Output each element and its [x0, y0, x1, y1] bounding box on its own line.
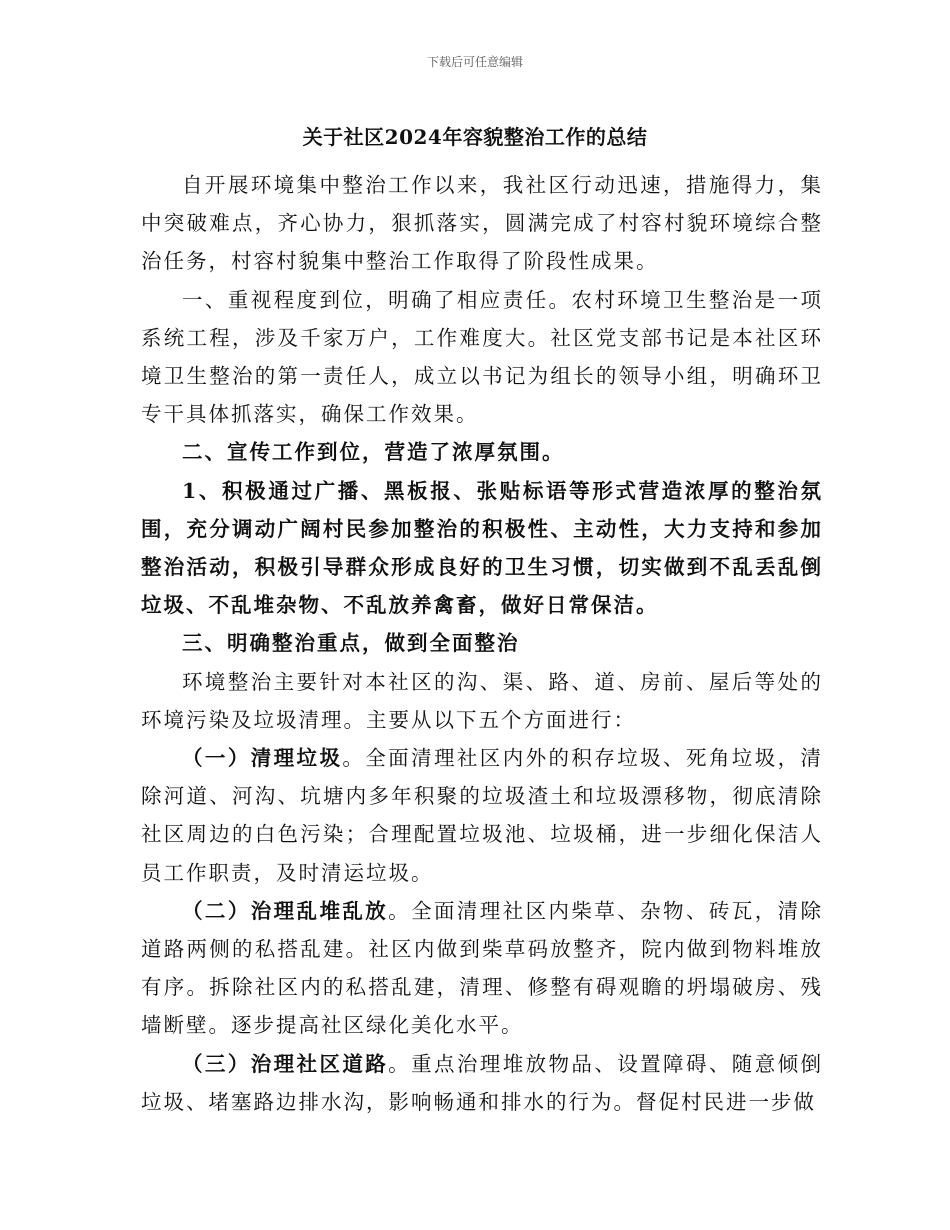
- page-header-note: 下载后可任意编辑: [426, 55, 523, 69]
- paragraph-text: 环境整治主要针对本社区的沟、渠、路、道、房前、屋后等处的环境污染及垃圾清理。主要从以下五个方面进行：: [141, 669, 823, 732]
- paragraph-text: 。全面清理社区内柴草、杂物、砖瓦，清除道路两侧的私搭乱建。社区内做到柴草码放整齐，院内做到物料堆放有序。拆除社区内的私搭乱建，清理、修整有碍观瞻的坍塌破房、残墙断壁。逐步提高社区绿化美化水平。: [141, 898, 824, 1038]
- paragraph-text: 。重点治理堆放物品、设置障碍、随意倾倒垃圾、堵塞路边排水沟，影响畅通和排水的行为。督促村民进一步做: [141, 1051, 824, 1114]
- section-heading-2: [141, 433, 823, 471]
- item-lead: （三）治理社区道路: [182, 1051, 389, 1076]
- paragraph-item-3: [141, 1045, 823, 1121]
- section-heading-3: [141, 624, 823, 662]
- heading-text: 二、宣传工作到位，营造了浓厚氛围。: [182, 440, 565, 465]
- paragraph-publicity: [141, 472, 823, 625]
- paragraph-item-1: [141, 739, 823, 892]
- paragraph-text: 自开展环境集中整治工作以来，我社区行动迅速，措施得力，集中突破难点，齐心协力，狠抓落实，圆满完成了村容村貌环境综合整治任务，村容村貌集中整治工作取得了阶段性成果。: [141, 173, 823, 274]
- paragraph-text: 1、积极通过广播、黑板报、张贴标语等形式营造浓厚的整治氛围，充分调动广阔村民参加整治的积极性、主动性，大力支持和参加整治活动，积极引导群众形成良好的卫生习惯，切实做到不乱丢乱倒垃圾、不乱堆杂物、不乱放养禽畜，做好日常保洁。: [141, 478, 823, 618]
- item-lead: （二）治理乱堆乱放: [182, 898, 389, 923]
- paragraph-text: 。全面清理社区内外的积存垃圾、死角垃圾，清除河道、河沟、坑塘内多年积聚的垃圾渣土和垃圾漂移物，彻底清除社区周边的白色污染；合理配置垃圾池、垃圾桶，进一步细化保洁人员工作职责，及时清运垃圾。: [141, 746, 824, 885]
- paragraph-intro: [141, 166, 823, 281]
- paragraph-text: 一、重视程度到位，明确了相应责任。农村环境卫生整治是一项系统工程，涉及千家万户，工作难度大。社区党支部书记是本社区环境卫生整治的第一责任人，成立以书记为组长的领导小组，明确环卫专干具体抓落实，确保工作效果。: [141, 287, 823, 427]
- document-body: [141, 166, 823, 1121]
- paragraph-section-1: [141, 281, 823, 434]
- paragraph-item-2: [141, 892, 823, 1045]
- document-title: 关于社区2024年容貌整治工作的总结: [302, 125, 648, 149]
- heading-text: 三、明确整治重点，做到全面整治: [182, 631, 520, 656]
- item-lead: （一）清理垃圾: [182, 746, 343, 771]
- paragraph-scope: [141, 663, 823, 739]
